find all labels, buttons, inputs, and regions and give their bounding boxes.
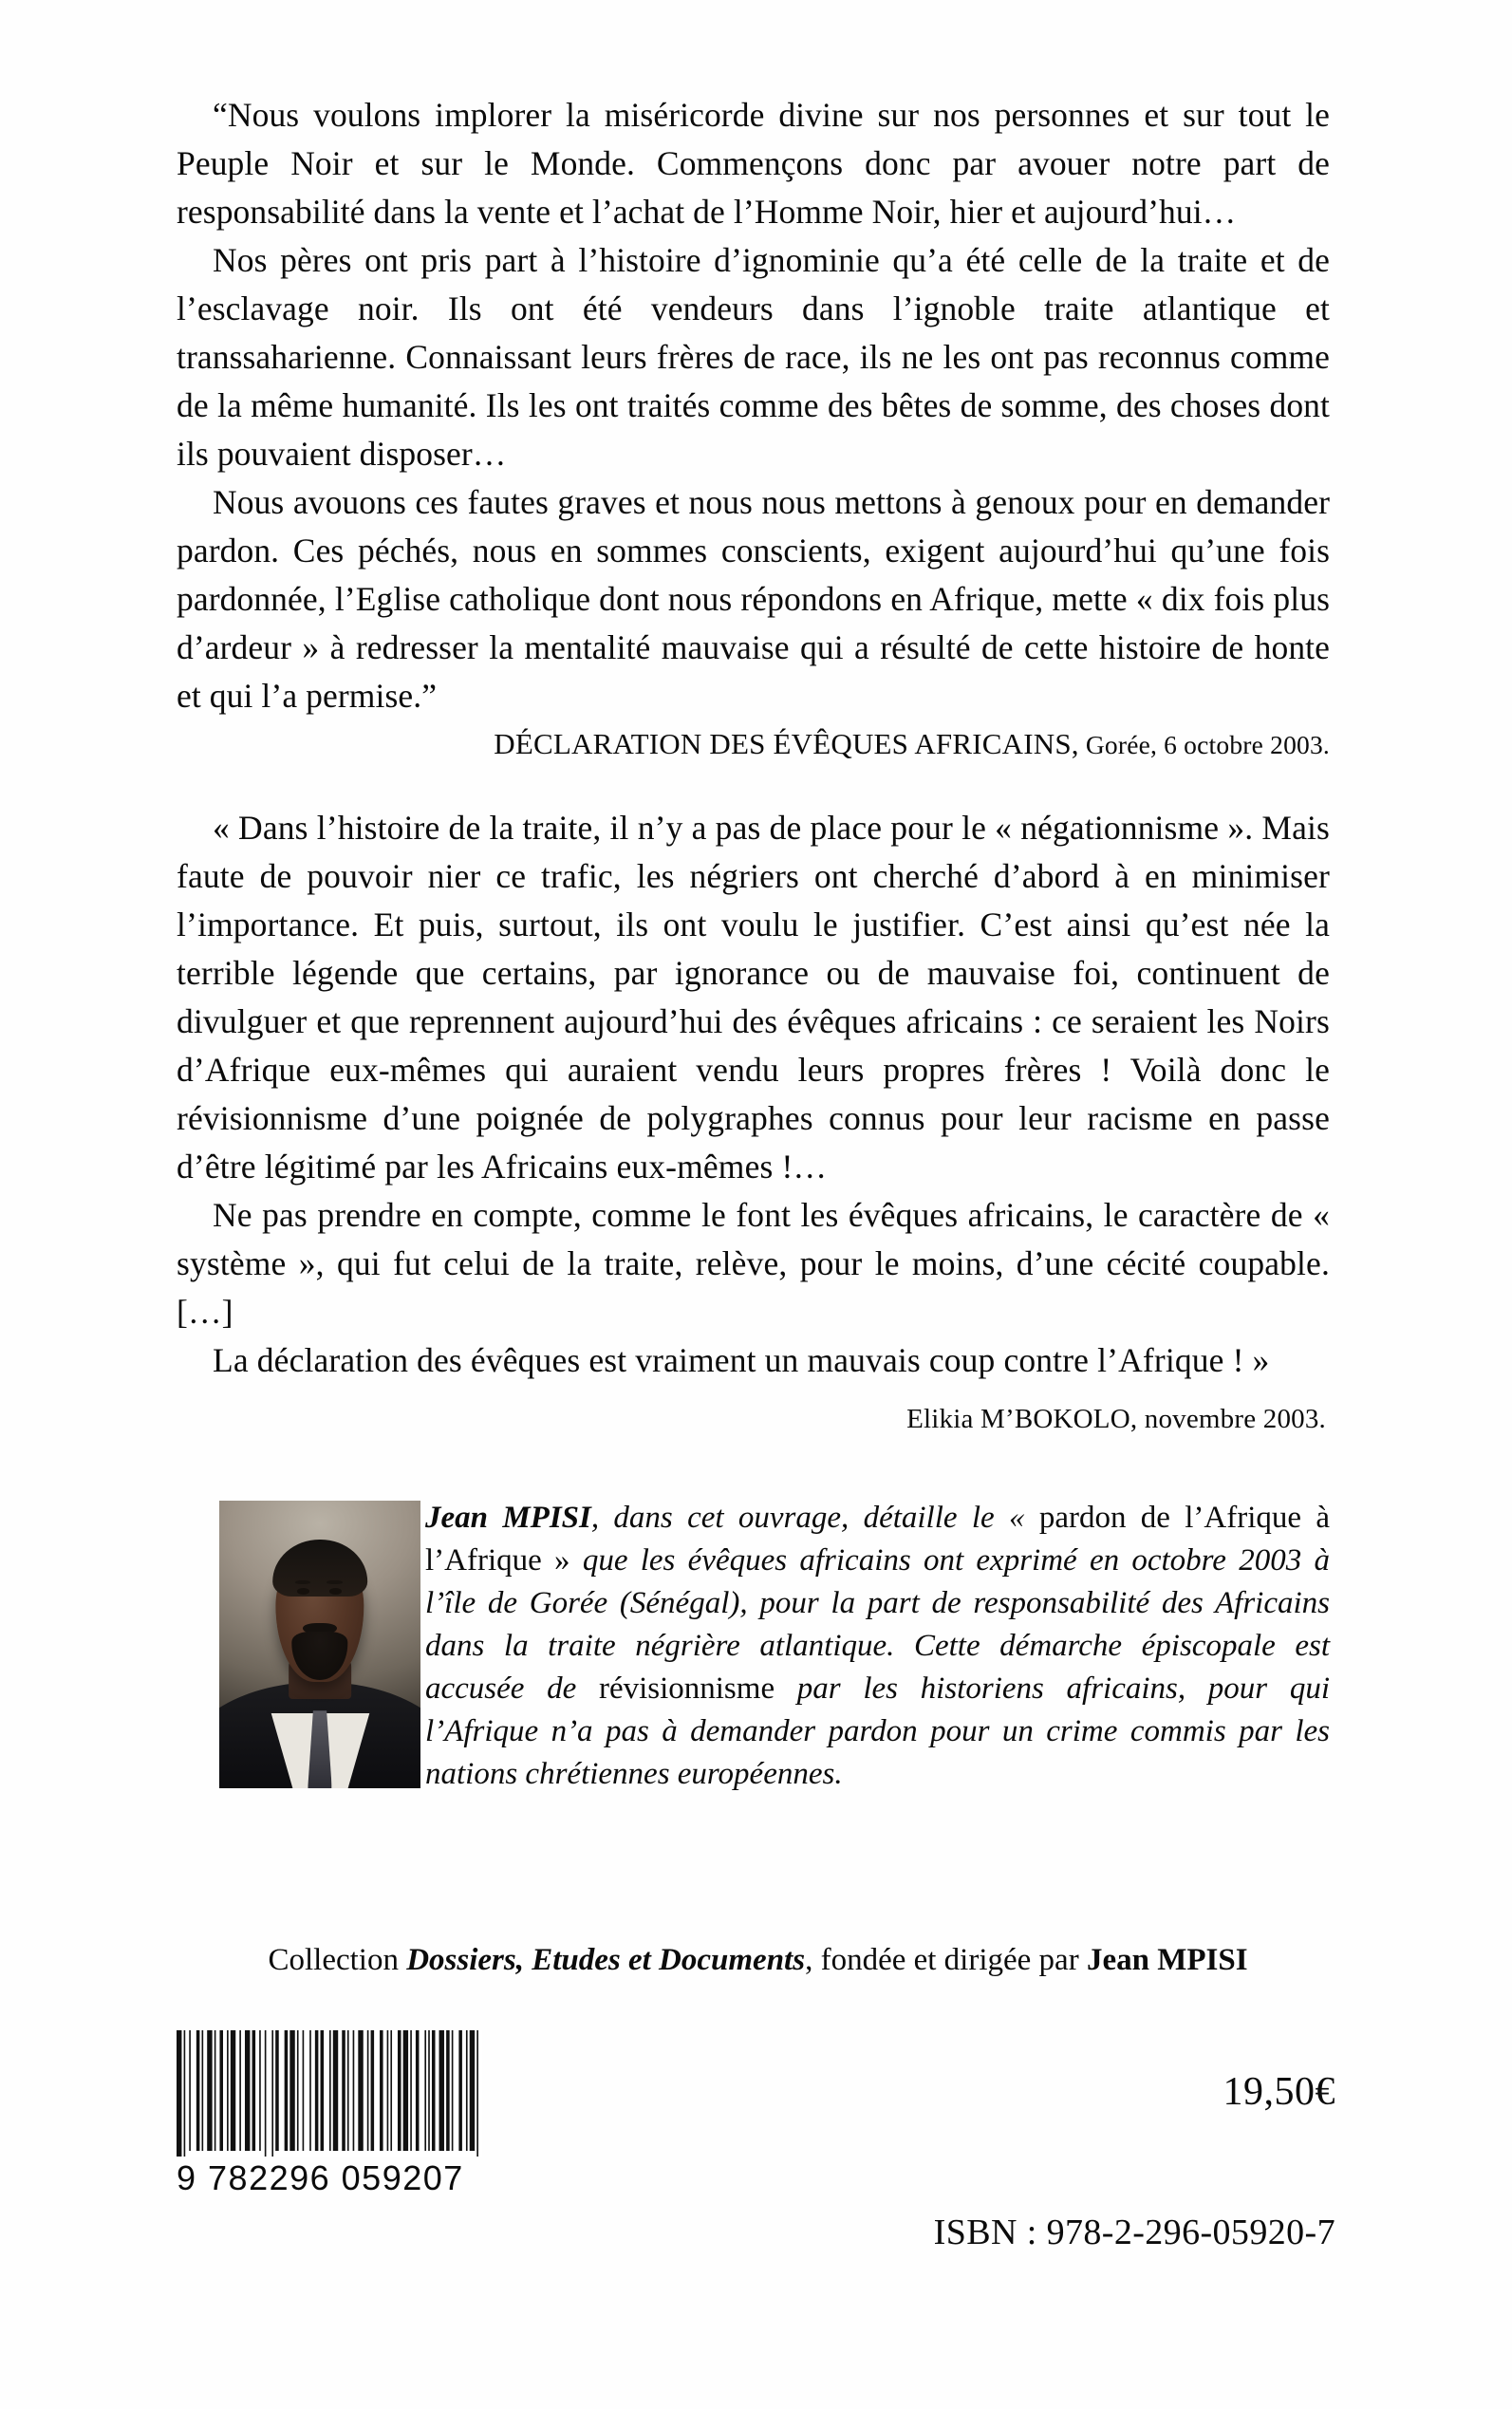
bishops-declaration-attribution [177, 727, 1330, 762]
collection-director: Jean MPISI [1086, 1943, 1248, 1977]
quote-two-paragraph-3: La déclaration des évêques est vraiment un mauvais coup contre l’Afrique ! » [213, 1341, 1270, 1379]
blurb-roman-segment-2: révisionnisme [598, 1671, 775, 1706]
blurb-segment-2: que les évêques africains ont exprimé en octobre 2003 à l’île de Gorée (Sénégal), pour la part de responsabilité des Africains dans la traite négrière atlantique. Cette démarche épiscopale est accusée de [425, 1543, 1330, 1706]
barcode-digits: 9 782296 059207 [177, 2158, 464, 2197]
collection-title: Dossiers, Etudes et Documents [406, 1943, 806, 1977]
blurb-roman-segment-1: pardon de l’Afrique à l’Afrique » [425, 1501, 1330, 1578]
bishops-declaration-quote [177, 91, 1330, 720]
section-spacer-one [177, 762, 1330, 804]
price-label: 19,50€ [1223, 2070, 1335, 2114]
quote-one-paragraph-2: Nos pères ont pris part à l’histoire d’ignominie qu’a été celle de la traite et de l’esclavage noir. Ils ont été vendeurs dans l’ignoble traite atlantique et transsaharienne. Connaissant leurs frères de race, ils ne les ont pas reconnus comme de la même humanité. Ils les ont traités comme des bêtes de somme, des choses dont ils pouvaient disposer… [177, 241, 1330, 473]
collection-middle: , fondée et dirigée par [805, 1943, 1087, 1977]
quote-one-paragraph-3: Nous avouons ces fautes graves et nous nous mettons à genoux pour en demander pardon. Ces péchés, nous en sommes conscients, exigent aujourd’hui qu’une fois pardonnée, l’Eglise catholique dont nous répondons en Afrique, mette « dix fois plus d’ardeur » à redresser la mentalité mauvaise qui a résulté de cette histoire de honte et qui l’a permise.” [177, 483, 1330, 715]
mbokolo-quote [177, 804, 1330, 1385]
ean13-barcode [177, 2030, 482, 2157]
blurb-segment-3: par les historiens africains, pour qui l’Afrique n’a pas à demander pardon pour un crime commis par les nations chrétiennes européennes. [425, 1671, 1330, 1791]
author-portrait-photo [219, 1501, 420, 1788]
quote-two-paragraph-1: « Dans l’histoire de la traite, il n’y a pas de place pour le « négationnisme ». Mais faute de pouvoir nier ce trafic, les négriers ont cherché d’abord à en minimiser l’importance. Et puis, surtout, ils ont voulu le justifier. C’est ainsi qu’est née la terrible légende que certains, par ignorance ou de mauvaise foi, continuent de divulguer et que reprennent aujourd’hui des évêques africains : ce seraient les Noirs d’Afrique eux-mêmes qui auraient vendu leurs propres frères ! Voilà donc le révisionnisme d’une poignée de polygraphes connus pour leur racisme en passe d’être légitimé par les Africains eux-mêmes !… [177, 809, 1330, 1186]
barcode-area [177, 2030, 490, 2198]
isbn-label: ISBN : 978-2-296-05920-7 [933, 2213, 1335, 2252]
collection-line [177, 1940, 1339, 1980]
blurb-segment-1: , dans cet ouvrage, détaille le « [590, 1501, 1039, 1535]
blurb-paragraph [425, 1497, 1330, 1796]
author-blurb [177, 1493, 1330, 1796]
attribution-source-name: DÉCLARATION DES ÉVÊQUES AFRICAINS, [494, 727, 1079, 760]
quote-two-paragraph-2: Ne pas prendre en compte, comme le font les évêques africains, le caractère de « système », qui fut celui de la traite, relève, pour le moins, d’une cécité coupable. […] [177, 1196, 1330, 1331]
blurb-author-name: Jean MPISI [425, 1501, 591, 1535]
collection-prefix: Collection [268, 1943, 407, 1977]
main-content [177, 91, 1330, 1796]
quote-one-paragraph-1: “Nous voulons implorer la miséricorde divine sur nos personnes et sur tout le Peuple Noir et sur le Monde. Commençons donc par avouer notre part de responsabilité dans la vente et l’achat de l’Homme Noir, hier et aujourd’hui… [177, 96, 1330, 231]
author-portrait-container [177, 1493, 425, 1788]
attribution-place-date: Gorée, 6 octobre 2003. [1078, 730, 1330, 759]
author-blurb-text [425, 1493, 1330, 1796]
mbokolo-attribution: Elikia M’BOKOLO, novembre 2003. [906, 1404, 1326, 1434]
